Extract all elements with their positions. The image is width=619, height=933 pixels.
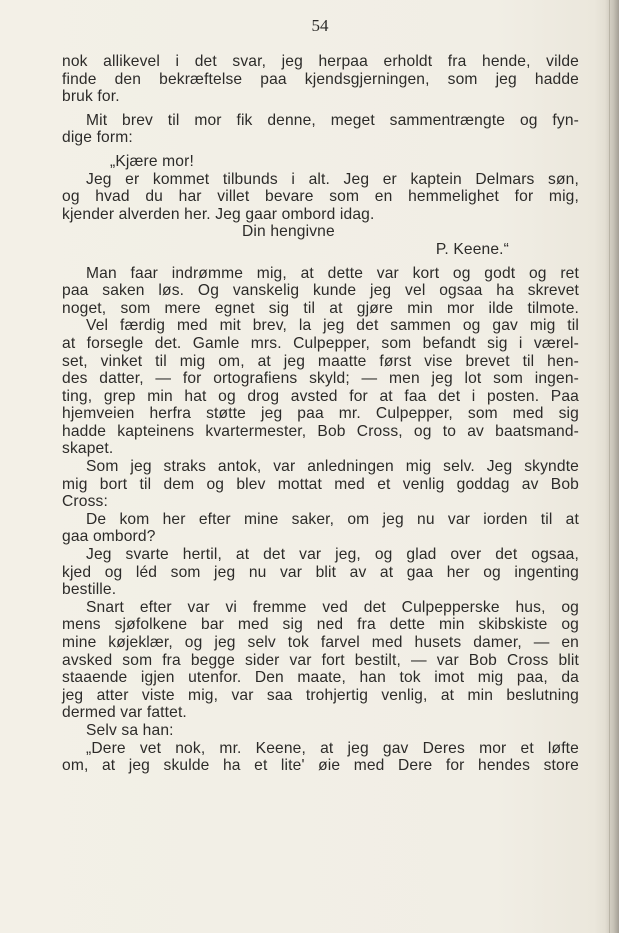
text-line: om, at jeg skulde ha et lite' øie med Dere for hendes store [62,757,579,775]
text-line: „Kjære mor! [110,152,194,170]
text-line: P. Keene.“ [435,240,509,258]
text-line: mens sjøfolkene bar med sig ned fra dette min skibskiste og [62,616,579,634]
text-line: bruk for. [62,88,120,106]
text-line: jeg atter viste mig, var saa trohjertig venlig, at min beslutning [62,686,579,704]
text-line: finde den bekræftelse paa kjendsgjerningen, som jeg hadde [62,70,579,88]
text-line: des datter, — for ortografiens skyld; — men jeg lot som ingen- [62,370,579,388]
page-edge-line [609,0,610,933]
text-line: Selv sa han: [86,721,174,739]
text-line: noget, som mere egnet sig til at gjøre min mor ilde tilmote. [62,299,579,317]
text-line: Mit brev til mor fik denne, meget sammentrængte og fyn- [86,111,579,129]
text-line: set, vinket til mig om, at jeg maatte først vise brevet til hen- [62,352,579,370]
text-line: gaa ombord? [62,528,156,546]
text-line: mig bort til dem og blev mottat med et venlig goddag av Bob [62,475,579,493]
text-line: Man faar indrømme mig, at dette var kort og godt og ret [86,264,579,282]
text-line: Din hengivne [242,223,335,241]
text-line: at forsegle det. Gamle mrs. Culpepper, som befandt sig i værel- [62,334,579,352]
text-line: Jeg er kommet tilbunds i alt. Jeg er kaptein Delmars søn, [86,170,579,188]
text-line: staaende igjen utenfor. Den maate, han tok imot mig paa, da [62,669,579,687]
text-line: Vel færdig med mit brev, la jeg det sammen og gav mig til [86,317,579,335]
text-line: „Dere vet nok, mr. Keene, at jeg gav Deres mor et løfte [86,739,579,757]
text-line: nok allikevel i det svar, jeg herpaa erholdt fra hende, vilde [62,53,579,70]
text-line: skapet. [62,440,114,458]
text-line: De kom her efter mine saker, om jeg nu var iorden til at [86,510,579,528]
text-line: mine køjeklær, og jeg selv tok farvel med husets damer, — en [62,634,579,651]
text-line: ting, grep min hat og drog avsted for at faa det i posten. Paa [62,387,579,405]
text-line: dermed var fattet. [62,704,187,722]
page-number: 54 [311,16,329,35]
text-line: bestille. [62,581,117,599]
text-line: paa saken løs. Og vanskelig kunde jeg vel ogsaa ha skrevet [62,282,579,300]
text-line: Snart efter var vi fremme ved det Culpepperske hus, og [86,598,579,616]
page-edge-shadow [605,0,619,933]
text-line: kjed og léd som jeg nu var blit av at gaa her og ingenting [62,563,579,581]
text-line: Jeg svarte hertil, at det var jeg, og glad over det ogsaa, [86,546,579,564]
text-line: avsked som fra begge sider var fort bestilt, — var Bob Cross blit [62,651,579,669]
text-line: hadde kapteinens kvartermester, Bob Cross, og to av baatsmand- [62,422,579,440]
text-line: og hvad du har villet bevare som en hemmelighet for mig, [62,188,579,206]
page-body-text [62,53,579,775]
text-line: Cross: [62,493,108,511]
text-line: hjemveien herfra støtte jeg paa mr. Culpepper, som med sig [62,405,579,423]
text-line: Som jeg straks antok, var anledningen mig selv. Jeg skyndte [86,458,579,476]
text-line: kjender alverden her. Jeg gaar ombord idag. [62,205,375,223]
text-line: dige form: [62,129,133,147]
